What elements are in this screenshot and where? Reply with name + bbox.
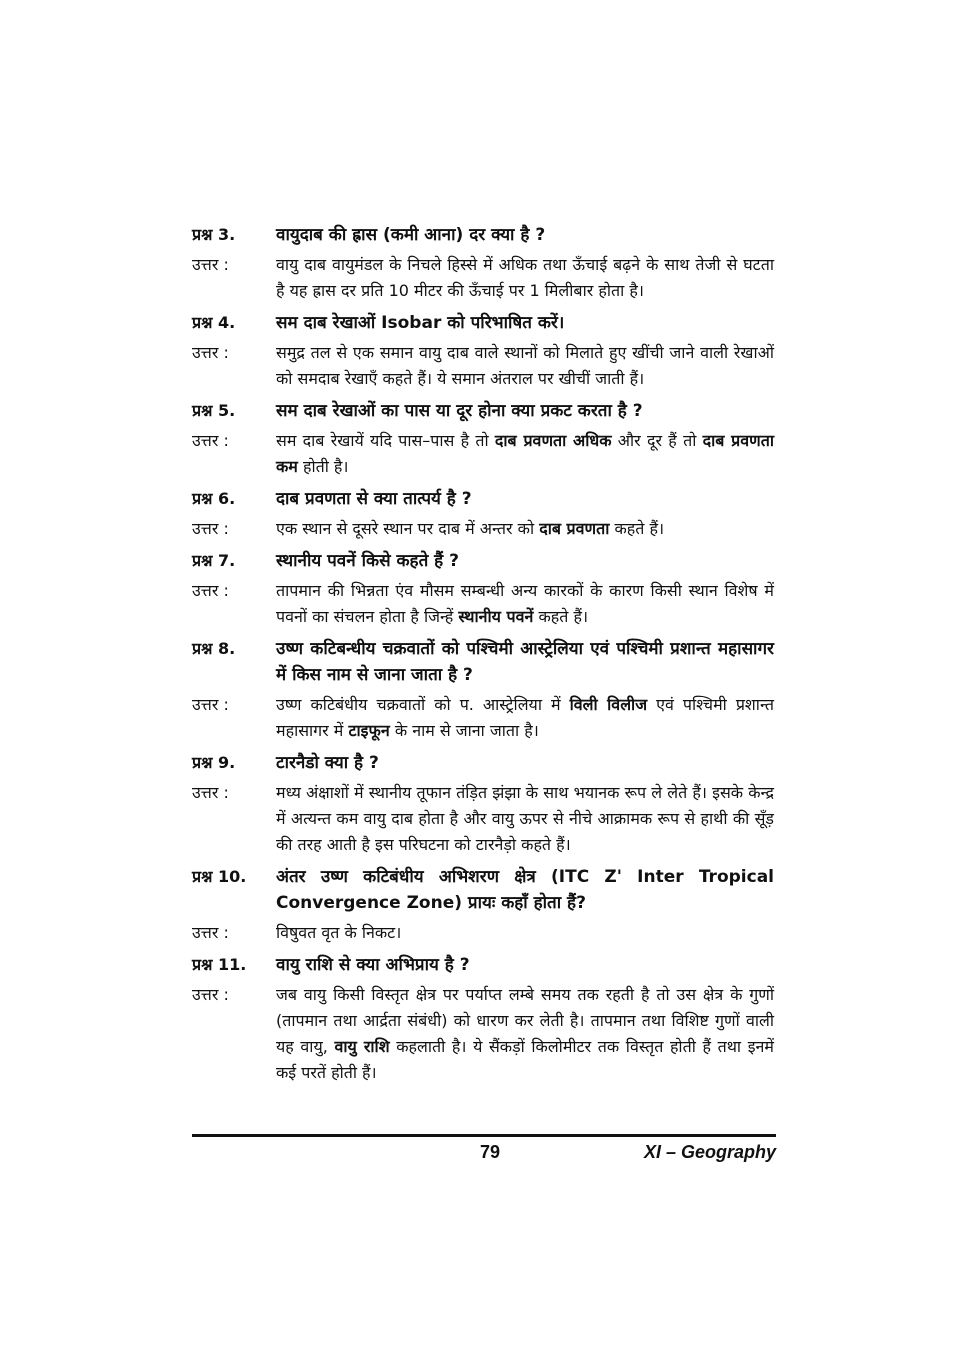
- question-9: [192, 750, 774, 776]
- answer-11: [192, 982, 774, 1086]
- footer-title: XI – Geography: [643, 1142, 776, 1162]
- answer-text: वायु दाब वायुमंडल के निचले हिस्से में अधिक तथा ऊँचाई बढ़ने के साथ तेजी से घटता है यह ह्रास दर प्रति 10 मीटर की ऊँचाई पर 1 मिलीबार होता है।: [276, 255, 774, 300]
- answer-label: उत्तर :: [192, 985, 229, 1004]
- answer-text: विषुवत वृत के निकट।: [276, 923, 402, 942]
- question-text: वायु राशि से क्या अभिप्राय है ?: [276, 955, 470, 975]
- question-label: प्रश्न 7.: [192, 551, 236, 570]
- footer-divider: [192, 1134, 776, 1137]
- answer-text: सम दाब रेखायें यदि पास–पास है तो दाब प्रवणता अधिक और दूर हैं तो दाब प्रवणता कम होती है।: [276, 431, 774, 476]
- answer-label: उत्तर :: [192, 255, 229, 274]
- bold-term: दाब प्रवणता कम: [276, 431, 774, 476]
- question-text: अंतर उष्ण कटिबंधीय अभिशरण क्षेत्र (ITC Z' Inter Tropical Convergence Zone) प्रायः कहाँ होता हैं?: [276, 867, 774, 913]
- bold-term: वायु राशि: [334, 1037, 390, 1056]
- question-text: सम दाब रेखाओं Isobar को परिभाषित करें।: [276, 313, 565, 333]
- answer-text: एक स्थान से दूसरे स्थान पर दाब में अन्तर को दाब प्रवणता कहते हैं।: [276, 519, 665, 538]
- bold-term: दाब प्रवणता अधिक: [494, 431, 612, 450]
- question-text: टारनैडो क्या है ?: [276, 753, 379, 773]
- question-label: प्रश्न 8.: [192, 639, 236, 658]
- question-label: प्रश्न 9.: [192, 753, 236, 772]
- question-label: प्रश्न 4.: [192, 313, 236, 332]
- question-label: प्रश्न 6.: [192, 489, 236, 508]
- answer-3: [192, 252, 774, 304]
- question-label: प्रश्न 10.: [192, 867, 247, 886]
- question-label: प्रश्न 5.: [192, 401, 236, 420]
- bold-term: टाइफून: [348, 721, 390, 740]
- answer-label: उत्तर :: [192, 581, 229, 600]
- question-text: सम दाब रेखाओं का पास या दूर होना क्या प्रकट करता है ?: [276, 401, 643, 421]
- answer-text: जब वायु किसी विस्तृत क्षेत्र पर पर्याप्त लम्बे समय तक रहती है तो उस क्षेत्र के गुणों (तापमान तथा आर्द्रता संबंधी) को धारण कर लेती है। तापमान तथा विशिष्ट गुणों वाली यह वायु, वायु राशि कहलाती है। ये सैंकड़ों किलोमीटर तक विस्तृत होती हैं तथा इनमें कई परतें होती हैं।: [276, 985, 775, 1082]
- question-text: उष्ण कटिबन्धीय चक्रवातों को पश्चिमी आस्ट्रेलिया एवं पश्चिमी प्रशान्त महासागर में किस नाम से जाना जाता है ?: [276, 639, 774, 685]
- answer-label: उत्तर :: [192, 431, 229, 450]
- answer-label: उत्तर :: [192, 343, 229, 362]
- bold-term: स्थानीय पवनें: [458, 607, 534, 626]
- question-3: [192, 222, 774, 248]
- answer-text: समुद्र तल से एक समान वायु दाब वाले स्थानों को मिलाते हुए खींची जाने वाली रेखाओं को समदाब रेखाएँ कहते हैं। ये समान अंतराल पर खीचीं जाती हैं।: [276, 343, 774, 388]
- answer-8: [192, 692, 774, 744]
- answer-label: उत्तर :: [192, 923, 229, 942]
- question-6: [192, 486, 774, 512]
- question-label: प्रश्न 3.: [192, 225, 236, 244]
- answer-10: [192, 920, 774, 946]
- question-text: स्थानीय पवनें किसे कहते हैं ?: [276, 551, 459, 571]
- answer-text: तापमान की भिन्नता एंव मौसम सम्बन्धी अन्य कारकों के कारण किसी स्थान विशेष में पवनों का संचलन होता है जिन्हें स्थानीय पवनें कहते हैं।: [276, 581, 774, 626]
- question-7: [192, 548, 774, 574]
- page-number: 79: [479, 1142, 501, 1162]
- bold-term: दाब प्रवणता: [539, 519, 610, 538]
- qa-list: [192, 222, 774, 1092]
- answer-text: मध्य अंक्षाशों में स्थानीय तूफान तंड़ित झंझा के साथ भयानक रूप ले लेते हैं। इसके केन्द्र में अत्यन्त कम वायु दाब होता है और वायु ऊपर से नीचे आक्रामक रूप से हाथी की सूँड़ की तरह आती है इस परिघटना को टारनैड़ो कहते हैं।: [276, 783, 774, 854]
- question-10: [192, 864, 774, 916]
- answer-9: [192, 780, 774, 858]
- question-4: [192, 310, 774, 336]
- answer-7: [192, 578, 774, 630]
- answer-4: [192, 340, 774, 392]
- question-11: [192, 952, 774, 978]
- question-text: वायुदाब की ह्रास (कमी आना) दर क्या है ?: [276, 225, 546, 245]
- answer-text: उष्ण कटिबंधीय चक्रवातों को प. आस्ट्रेलिया में विली विलीज एवं पश्चिमी प्रशान्त महासागर में टाइफून के नाम से जाना जाता है।: [276, 695, 775, 740]
- answer-label: उत्तर :: [192, 519, 229, 538]
- question-label: प्रश्न 11.: [192, 955, 247, 974]
- answer-6: [192, 516, 774, 542]
- question-text: दाब प्रवणता से क्या तात्पर्य है ?: [276, 489, 472, 509]
- bold-term: विली विलीज: [569, 695, 648, 714]
- question-5: [192, 398, 774, 424]
- answer-label: उत्तर :: [192, 783, 229, 802]
- question-8: [192, 636, 774, 688]
- answer-label: उत्तर :: [192, 695, 229, 714]
- answer-5: [192, 428, 774, 480]
